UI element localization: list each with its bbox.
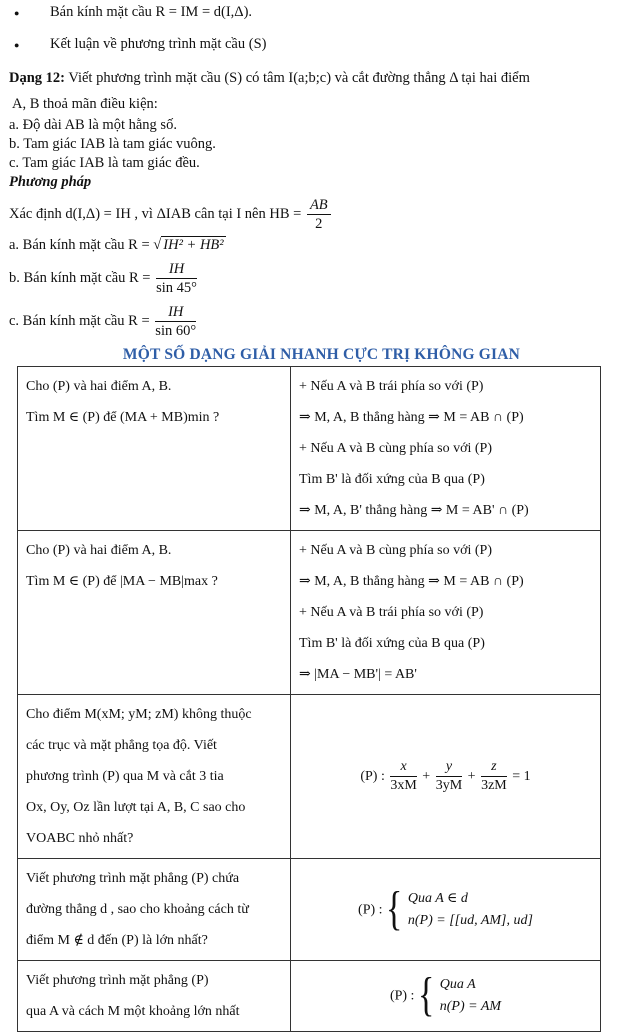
row5-system: Qua A n(P) = AM: [439, 977, 502, 1014]
case-b-line: [9, 260, 643, 297]
row2-question: Cho (P) và hai điểm A, B. Tìm M ∈ (P) để |MA − MB|max ?: [18, 531, 291, 695]
fraction-x: $\frac{x}{3xM}$: [390, 759, 417, 793]
dang12-text: Viết phương trình mặt cầu (S) có tâm I(a;b;c) và cắt đường thẳng Δ tại hai điểm: [65, 70, 530, 86]
bullet-text: Kết luận về phương trình mặt cầu (S): [50, 36, 267, 52]
table-row: [18, 367, 601, 531]
row3-answer: (P) : $\frac{x}{3xM}$ + $\frac{y}{3yM}$ + $\frac{z}{3zM}$ = 1: [291, 695, 601, 859]
dang12-text2: A, B thoả mãn điều kiện:: [12, 96, 158, 112]
extremum-table: [17, 366, 601, 1032]
row2-answer: + Nếu A và B cùng phía so với (P) ⇒ M, A, B thẳng hàng ⇒ M = AB ∩ (P) + Nếu A và B trái phía so với (P) Tìm B' là đối xứng của B qua (P) ⇒ |MA − MB'| = AB': [291, 531, 601, 695]
row4-answer: (P) : { Qua A ∈ d n(P) = [[ud, AM], ud]: [291, 859, 601, 961]
sqrt-icon: √: [153, 237, 162, 253]
row4-question: Viết phương trình mặt phẳng (P) chứa đường thẳng d , sao cho khoảng cách từ điểm M ∉ d đến (P) là lớn nhất?: [18, 859, 291, 961]
fraction-ih-sin60: $\frac{IH}{\sin 60^\circ}$: [155, 304, 197, 339]
fraction-ab-2: $\frac{AB}{2}$: [307, 196, 331, 233]
bullet-dot-icon: ●: [14, 40, 20, 50]
case-a-text: a. Bán kính mặt cầu R =: [9, 237, 150, 253]
determine-line: [9, 196, 643, 233]
row5-question: Viết phương trình mặt phẳng (P) qua A và cách M một khoảng lớn nhất: [18, 961, 291, 1032]
case-b-text: b. Bán kính mặt cầu R =: [9, 270, 151, 286]
bullet-text: Bán kính mặt cầu R = IM = d(I,Δ).: [50, 4, 253, 20]
row5-answer: (P) : { Qua A n(P) = AM: [291, 961, 601, 1032]
method-title: Phương pháp: [9, 174, 92, 190]
case-c-line: [9, 303, 643, 340]
case-c-text: c. Bán kính mặt cầu R =: [9, 313, 150, 329]
left-brace-icon: {: [386, 882, 403, 935]
table-row: [18, 531, 601, 695]
table-row: [18, 961, 601, 1032]
plus-sign: +: [422, 769, 431, 784]
plus-sign: +: [467, 769, 476, 784]
section-title: MỘT SỐ DẠNG GIẢI NHANH CỰC TRỊ KHÔNG GIAN: [122, 346, 521, 363]
left-brace-icon: {: [417, 969, 435, 1022]
dang12-heading: [9, 70, 643, 87]
determine-text: Xác định d(I,Δ) = IH , vì ΔIAB cân tại I nên HB =: [9, 206, 302, 222]
fraction-y: $\frac{y}{3yM}$: [435, 759, 463, 793]
row3-question: Cho điểm M(xM; yM; zM) không thuộc các trục và mặt phẳng tọa độ. Viết phương trình (P) qua M và cắt 3 tia Ox, Oy, Oz lần lượt tại A, B, C sao cho VOABC nhỏ nhất?: [18, 695, 291, 859]
case-a-line: [9, 237, 643, 254]
fraction-ih-sin45: $\frac{IH}{\sin 45^\circ}$: [156, 261, 197, 296]
table-row: [18, 859, 601, 961]
option-a: a. Độ dài AB là một hằng số.: [9, 117, 177, 133]
row1-answer: + Nếu A và B trái phía so với (P) ⇒ M, A, B thẳng hàng ⇒ M = AB ∩ (P) + Nếu A và B cùng phía so với (P) Tìm B' là đối xứng của B qua (P) ⇒ M, A, B' thẳng hàng ⇒ M = AB' ∩ (P): [291, 367, 601, 531]
option-b: b. Tam giác IAB là tam giác vuông.: [9, 136, 216, 152]
row4-system: Qua A ∈ d n(P) = [[ud, AM], ud]: [407, 890, 533, 928]
dang12-label: Dạng 12:: [9, 70, 65, 86]
row1-question: Cho (P) và hai điểm A, B. Tìm M ∈ (P) để (MA + MB)min ?: [18, 367, 291, 531]
table-row: [18, 695, 601, 859]
option-c: c. Tam giác IAB là tam giác đều.: [9, 155, 200, 171]
fraction-z: $\frac{z}{3zM}$: [481, 759, 507, 793]
case-a-expr: IH² + HB²: [163, 237, 224, 253]
bullet-dot-icon: ●: [14, 8, 20, 18]
